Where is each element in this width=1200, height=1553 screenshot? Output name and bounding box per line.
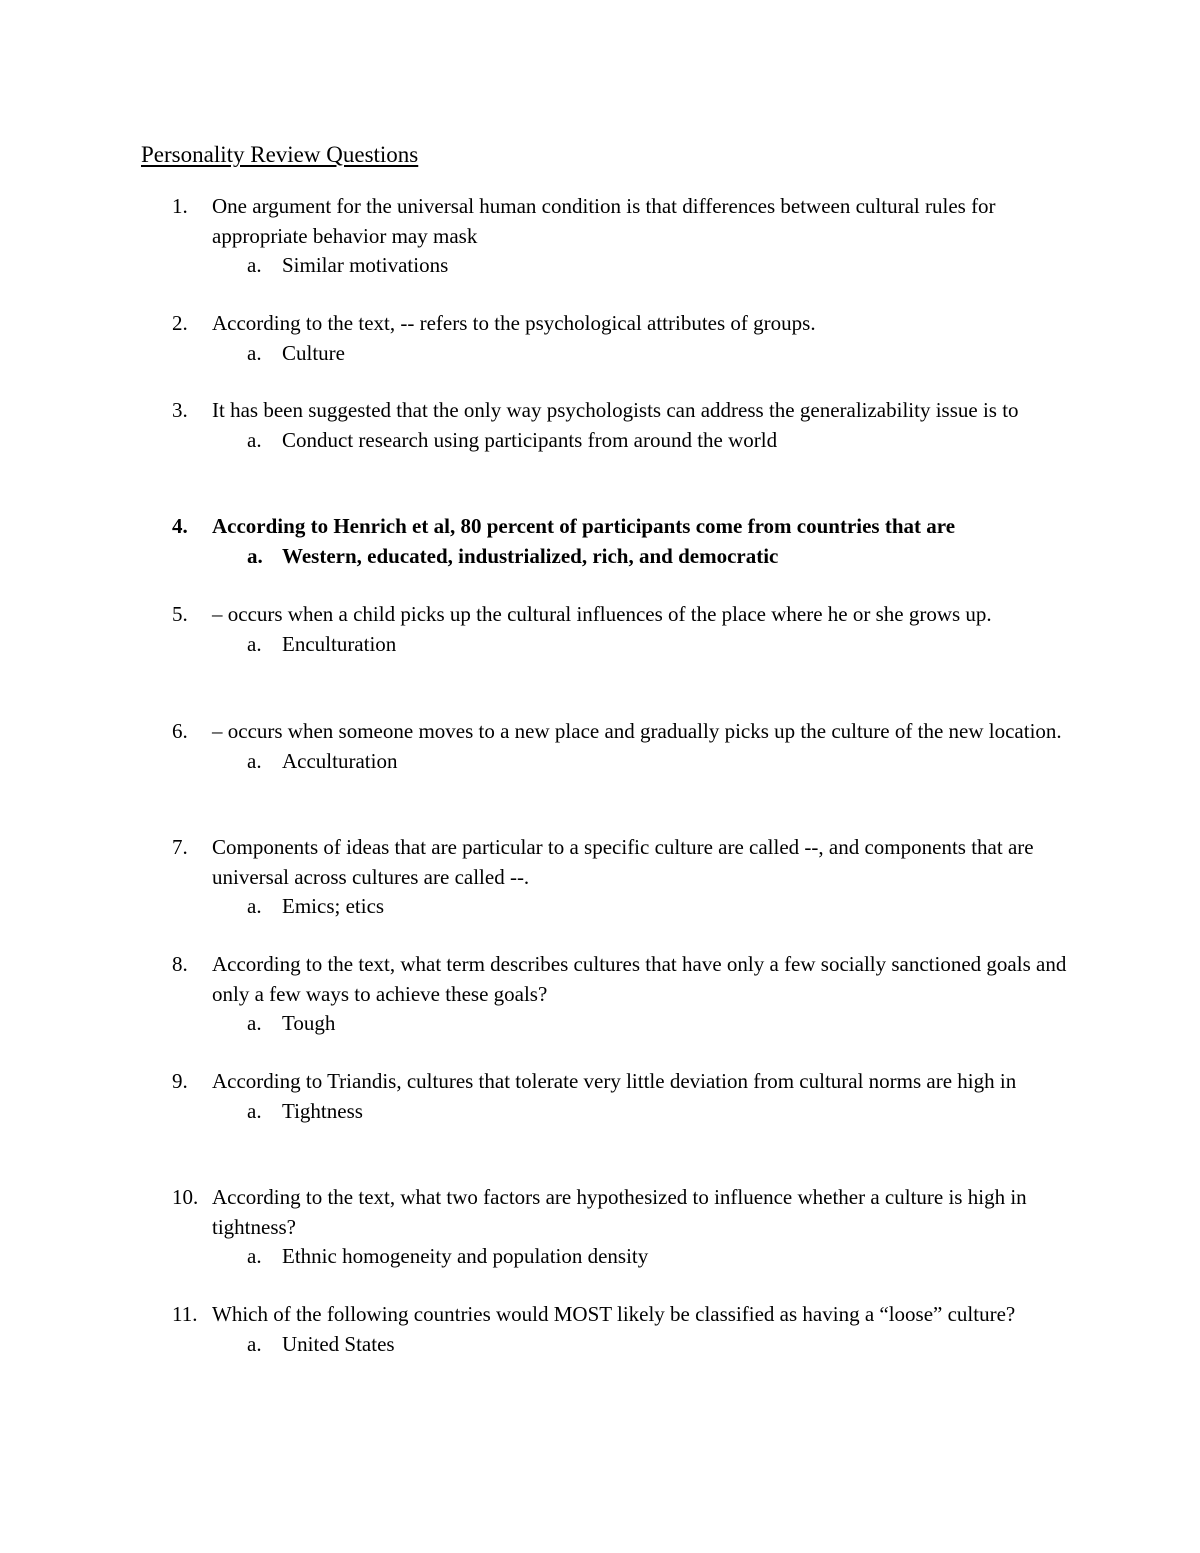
question-number: 3. <box>172 398 188 422</box>
answer-letter: a. <box>247 631 262 656</box>
question-text: According to Triandis, cultures that tolerate very little deviation from cultural norms are high in <box>212 1069 1017 1093</box>
question-number: 4. <box>172 514 188 538</box>
question-item <box>172 950 1072 1039</box>
answer-letter: a. <box>247 1011 262 1035</box>
answer-item <box>247 747 1072 777</box>
answer-item <box>247 251 1072 281</box>
question-item <box>172 396 1072 455</box>
question-text: It has been suggested that the only way psychologists can address the generalizability issue is to <box>212 398 1019 422</box>
question-text: Which of the following countries would MOST likely be classified as having a “loose” culture? <box>212 1302 1016 1326</box>
answer-letter: a. <box>247 253 262 277</box>
answer-letter: a. <box>247 1331 262 1356</box>
answer-text: Enculturation <box>282 631 397 656</box>
answer-item <box>247 542 1072 572</box>
answer-item <box>247 426 1072 456</box>
answer-text: Ethnic homogeneity and population density <box>282 1244 649 1268</box>
question-item <box>172 309 1072 368</box>
question-text: – occurs when a child picks up the cultural influences of the place where he or she grows up. <box>212 602 992 626</box>
answer-item <box>247 1097 1072 1127</box>
answer-text: United States <box>282 1331 395 1356</box>
answer-letter: a. <box>247 543 263 568</box>
answer-letter: a. <box>247 894 262 918</box>
question-item <box>172 1183 1072 1272</box>
question-number: 1. <box>172 194 188 218</box>
question-number: 5. <box>172 602 188 626</box>
answer-item <box>247 1330 1072 1360</box>
answer-text: Tightness <box>282 1098 363 1123</box>
question-text: According to the text, -- refers to the psychological attributes of groups. <box>212 311 816 335</box>
answer-letter: a. <box>247 340 262 365</box>
question-item <box>172 600 1072 659</box>
answer-letter: a. <box>247 1244 262 1268</box>
answer-text: Culture <box>282 340 345 365</box>
question-item <box>172 833 1072 922</box>
answer-item <box>247 630 1072 660</box>
question-number: 11. <box>172 1302 198 1326</box>
answer-item <box>247 1009 1072 1039</box>
answer-text: Tough <box>282 1011 336 1035</box>
answer-text: Similar motivations <box>282 253 449 277</box>
question-number: 2. <box>172 311 188 335</box>
question-text: – occurs when someone moves to a new place and gradually picks up the culture of the new location. <box>212 719 1062 743</box>
answer-item <box>247 892 1072 922</box>
question-text: Components of ideas that are particular to a specific culture are called --, and components that are universal across cultures are called --. <box>212 835 1034 889</box>
question-number: 7. <box>172 835 188 859</box>
question-number: 8. <box>172 952 188 976</box>
question-number: 9. <box>172 1069 188 1093</box>
answer-item <box>247 339 1072 369</box>
question-item <box>172 717 1072 776</box>
question-text: According to the text, what term describes cultures that have only a few socially sanctioned goals and only a few ways to achieve these goals? <box>212 952 1067 1006</box>
question-item <box>172 1067 1072 1126</box>
answer-text: Conduct research using participants from around the world <box>282 427 778 452</box>
answer-letter: a. <box>247 748 262 773</box>
question-item <box>172 192 1072 281</box>
answer-text: Western, educated, industrialized, rich, and democratic <box>282 543 779 568</box>
answer-text: Emics; etics <box>282 894 385 918</box>
question-number: 6. <box>172 719 188 743</box>
answer-text: Acculturation <box>282 748 398 773</box>
answer-letter: a. <box>247 427 262 452</box>
question-item <box>172 1300 1072 1359</box>
question-text: According to the text, what two factors are hypothesized to influence whether a culture is high in tightness? <box>212 1185 1027 1239</box>
answer-letter: a. <box>247 1098 262 1123</box>
question-text: According to Henrich et al, 80 percent of participants come from countries that are <box>212 514 956 538</box>
question-number: 10. <box>172 1185 199 1209</box>
document-title: Personality Review Questions <box>141 142 419 167</box>
question-item-highlighted <box>172 512 1072 571</box>
answer-item <box>247 1242 1072 1272</box>
question-text: One argument for the universal human condition is that differences between cultural rules for appropriate behavior may mask <box>212 194 996 248</box>
